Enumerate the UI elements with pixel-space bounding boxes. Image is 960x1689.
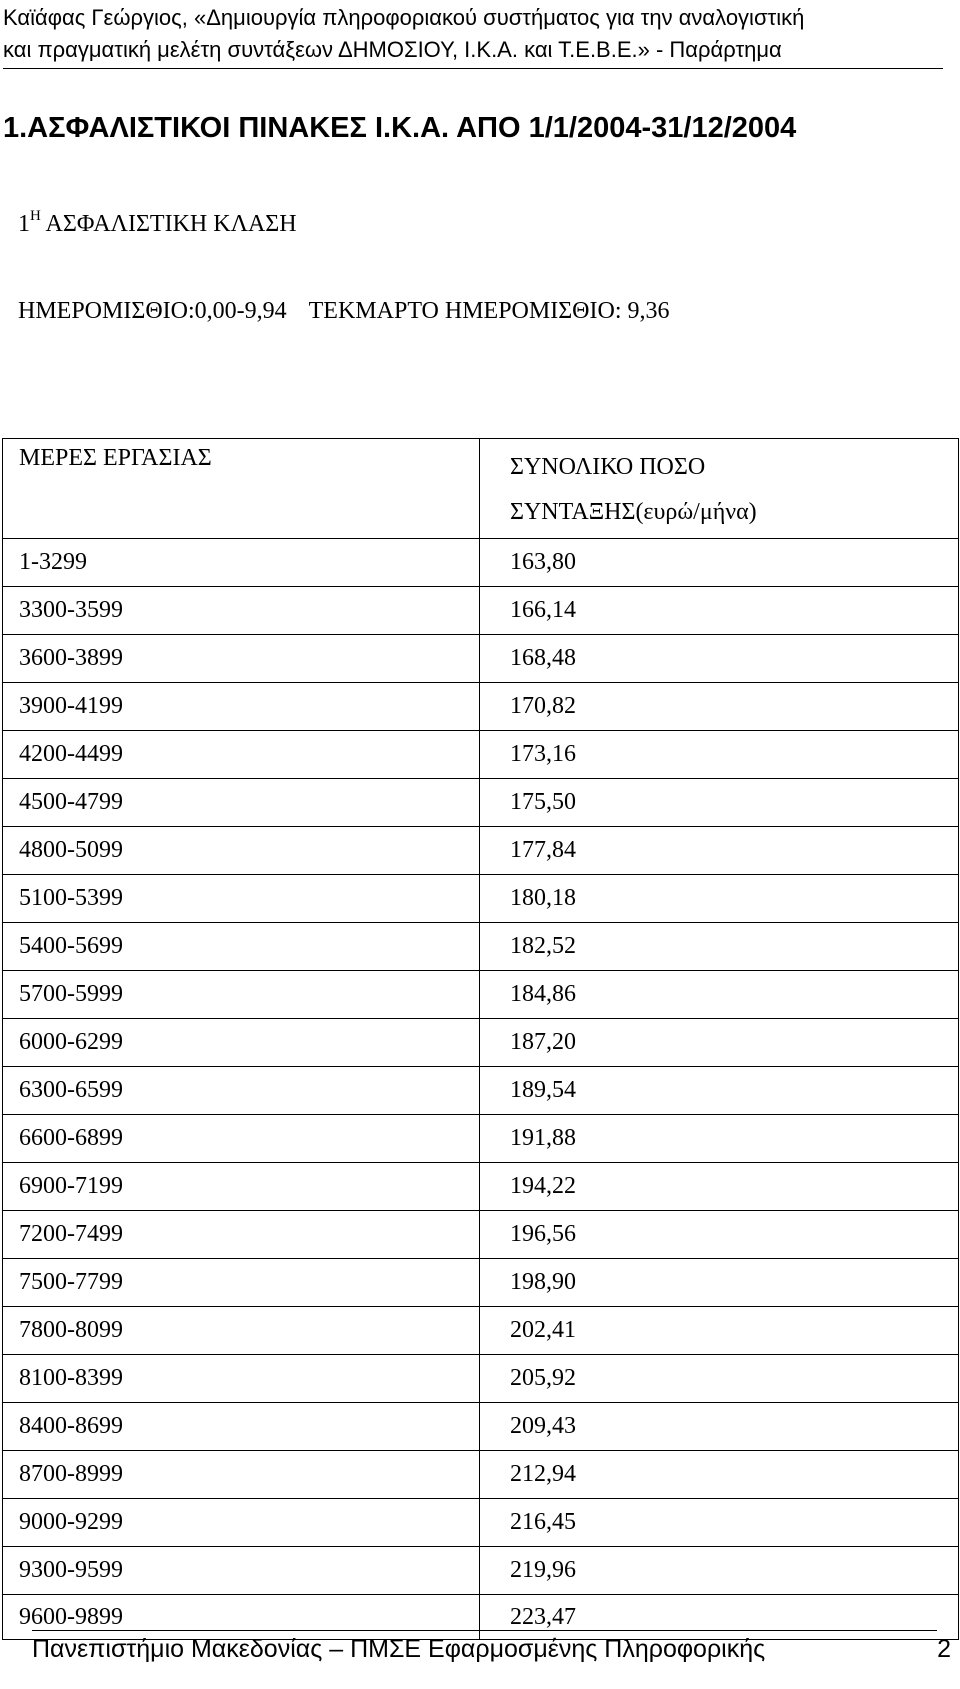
table-row [3,1355,959,1403]
header-amount-line1: ΣΥΝΟΛΙΚΟ ΠΟΣΟ [510,454,706,480]
pension-table [2,438,959,1640]
row-days: 4800-5099 [3,827,480,875]
table-row [3,1115,959,1163]
class-text: ΑΣΦΑΛΙΣΤΙΚΗ ΚΛΑΣΗ [45,211,297,237]
page-number: 2 [937,1635,951,1663]
row-days: 8400-8699 [3,1403,480,1451]
row-days: 5700-5999 [3,971,480,1019]
row-days: 8700-8999 [3,1451,480,1499]
table-row [3,971,959,1019]
table-row [3,1451,959,1499]
table-row [3,635,959,683]
daily-wage: ΗΜΕΡΟΜΙΣΘΙΟ:0,00-9,94 [18,298,287,324]
running-footer [32,1630,951,1664]
row-days: 5100-5399 [3,875,480,923]
row-amount: 205,92 [480,1355,959,1403]
row-amount: 189,54 [480,1067,959,1115]
row-days: 6000-6299 [3,1019,480,1067]
table-row [3,1259,959,1307]
row-amount: 182,52 [480,923,959,971]
row-amount: 180,18 [480,875,959,923]
row-amount: 173,16 [480,731,959,779]
row-amount: 170,82 [480,683,959,731]
table-row [3,923,959,971]
row-amount: 198,90 [480,1259,959,1307]
row-amount: 166,14 [480,587,959,635]
table-row [3,587,959,635]
row-amount: 212,94 [480,1451,959,1499]
row-days: 7800-8099 [3,1307,480,1355]
table-row [3,1211,959,1259]
table-row [3,1403,959,1451]
row-days: 9000-9299 [3,1499,480,1547]
row-days: 6300-6599 [3,1067,480,1115]
row-amount: 168,48 [480,635,959,683]
row-amount: 175,50 [480,779,959,827]
row-amount: 219,96 [480,1547,959,1595]
header-days: ΜΕΡΕΣ ΕΡΓΑΣΙΑΣ [3,439,480,539]
table-row [3,875,959,923]
notional-wage: ΤΕΚΜΑΡΤΟ ΗΜΕΡΟΜΙΣΘΙΟ: 9,36 [308,298,670,324]
row-amount: 191,88 [480,1115,959,1163]
row-days: 3600-3899 [3,635,480,683]
section-title: 1.ΑΣΦΑΛΙΣΤΙΚΟΙ ΠΙΝΑΚΕΣ Ι.Κ.Α. ΑΠΟ 1/1/2004-31/12/2004 [3,112,797,144]
row-days: 6600-6899 [3,1115,480,1163]
running-header [3,2,943,69]
row-amount: 177,84 [480,827,959,875]
class-number: 1 [18,211,30,237]
running-header-line2: και πραγματική μελέτη συντάξεων ΔΗΜΟΣΙΟΥ, Ι.Κ.Α. και Τ.Ε.Β.Ε.» - Παράρτημα [3,37,782,62]
row-days: 1-3299 [3,539,480,587]
row-amount: 187,20 [480,1019,959,1067]
row-amount: 216,45 [480,1499,959,1547]
row-amount: 163,80 [480,539,959,587]
row-days: 4200-4499 [3,731,480,779]
table-row [3,779,959,827]
table-row [3,731,959,779]
table-row [3,1499,959,1547]
row-days: 7200-7499 [3,1211,480,1259]
row-days: 8100-8399 [3,1355,480,1403]
row-amount: 194,22 [480,1163,959,1211]
row-days: 6900-7199 [3,1163,480,1211]
table-header-row [3,439,959,539]
running-header-line1: Καϊάφας Γεώργιος, «Δημιουργία πληροφοριακού συστήματος για την αναλογιστική [3,5,805,30]
row-amount: 184,86 [480,971,959,1019]
row-days: 4500-4799 [3,779,480,827]
row-days: 7500-7799 [3,1259,480,1307]
row-amount: 223,47 [480,1595,959,1640]
table-row [3,1163,959,1211]
footer-text: Πανεπιστήμιο Μακεδονίας – ΠΜΣΕ Εφαρμοσμένης Πληροφορικής [32,1635,766,1663]
table-row [3,1019,959,1067]
table-row [3,1067,959,1115]
header-amount-line2: ΣΥΝΤΑΞΗΣ(ευρώ/μήνα) [510,499,757,525]
insurance-class-heading [18,210,297,238]
class-superscript: Η [30,208,41,224]
row-days: 3300-3599 [3,587,480,635]
table-row [3,827,959,875]
header-amount [480,439,959,539]
table-row [3,1307,959,1355]
row-amount: 202,41 [480,1307,959,1355]
table-row [3,683,959,731]
row-amount: 209,43 [480,1403,959,1451]
row-amount: 196,56 [480,1211,959,1259]
row-days: 9300-9599 [3,1547,480,1595]
row-days: 5400-5699 [3,923,480,971]
wage-line [18,298,670,325]
table-row [3,539,959,587]
row-days: 3900-4199 [3,683,480,731]
table-row [3,1547,959,1595]
row-days: 9600-9899 [3,1595,480,1640]
